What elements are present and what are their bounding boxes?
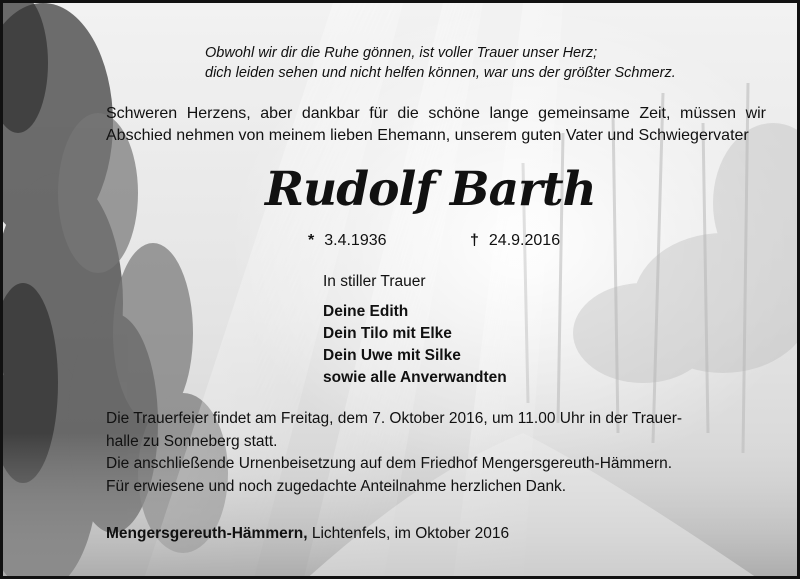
mourning-intro: In stiller Trauer [323,273,426,290]
burial-line: Die anschließende Urnenbeisetzung auf dem Friedhof Mengersgereuth-Hämmern. [106,455,673,472]
cross-icon: † [470,232,479,249]
mourner-entry: Dein Uwe mit Silke [323,347,461,364]
motto-line: dich leiden sehen und nicht helfen können, war uns der größter Schmerz. [205,65,676,81]
mourners-list [323,301,507,389]
funeral-line: Die Trauerfeier findet am Freitag, dem 7. Oktober 2016, um 11.00 Uhr in der Trauer- [106,410,683,427]
funeral-line: halle zu Sonneberg statt. [106,432,278,450]
intro-paragraph: Schweren Herzens, aber dankbar für die schöne lange gemeinsame Zeit, müssen wir Abschied nehmen von meinem lieben Ehemann, unserem guten Vater und Schwiegervater [106,105,766,144]
motto-line: Obwohl wir dir die Ruhe gönnen, ist voller Trauer unser Herz; [205,45,598,61]
birth-date [308,232,387,250]
thanks-line: Für erwiesene und noch zugedachte Anteilnahme herzlichen Dank. [106,477,567,495]
mourner-entry: sowie alle Anverwandten [323,369,507,386]
death-date [470,232,560,250]
motto-verse [205,43,765,83]
place-date-rest: Lichtenfels, im Oktober 2016 [307,525,510,542]
deceased-name: Rudolf Barth [265,162,596,217]
funeral-info [106,408,766,498]
birth-date-value: 3.4.1936 [324,232,387,249]
place-and-date [106,525,509,543]
mourner-entry: Dein Tilo mit Elke [323,325,452,342]
notice-text-layer [3,3,800,579]
death-date-value: 24.9.2016 [488,232,561,249]
place-name: Mengersgereuth-Hämmern, [106,525,308,542]
birth-symbol: * [308,232,315,249]
mourner-entry: Deine Edith [323,303,409,320]
